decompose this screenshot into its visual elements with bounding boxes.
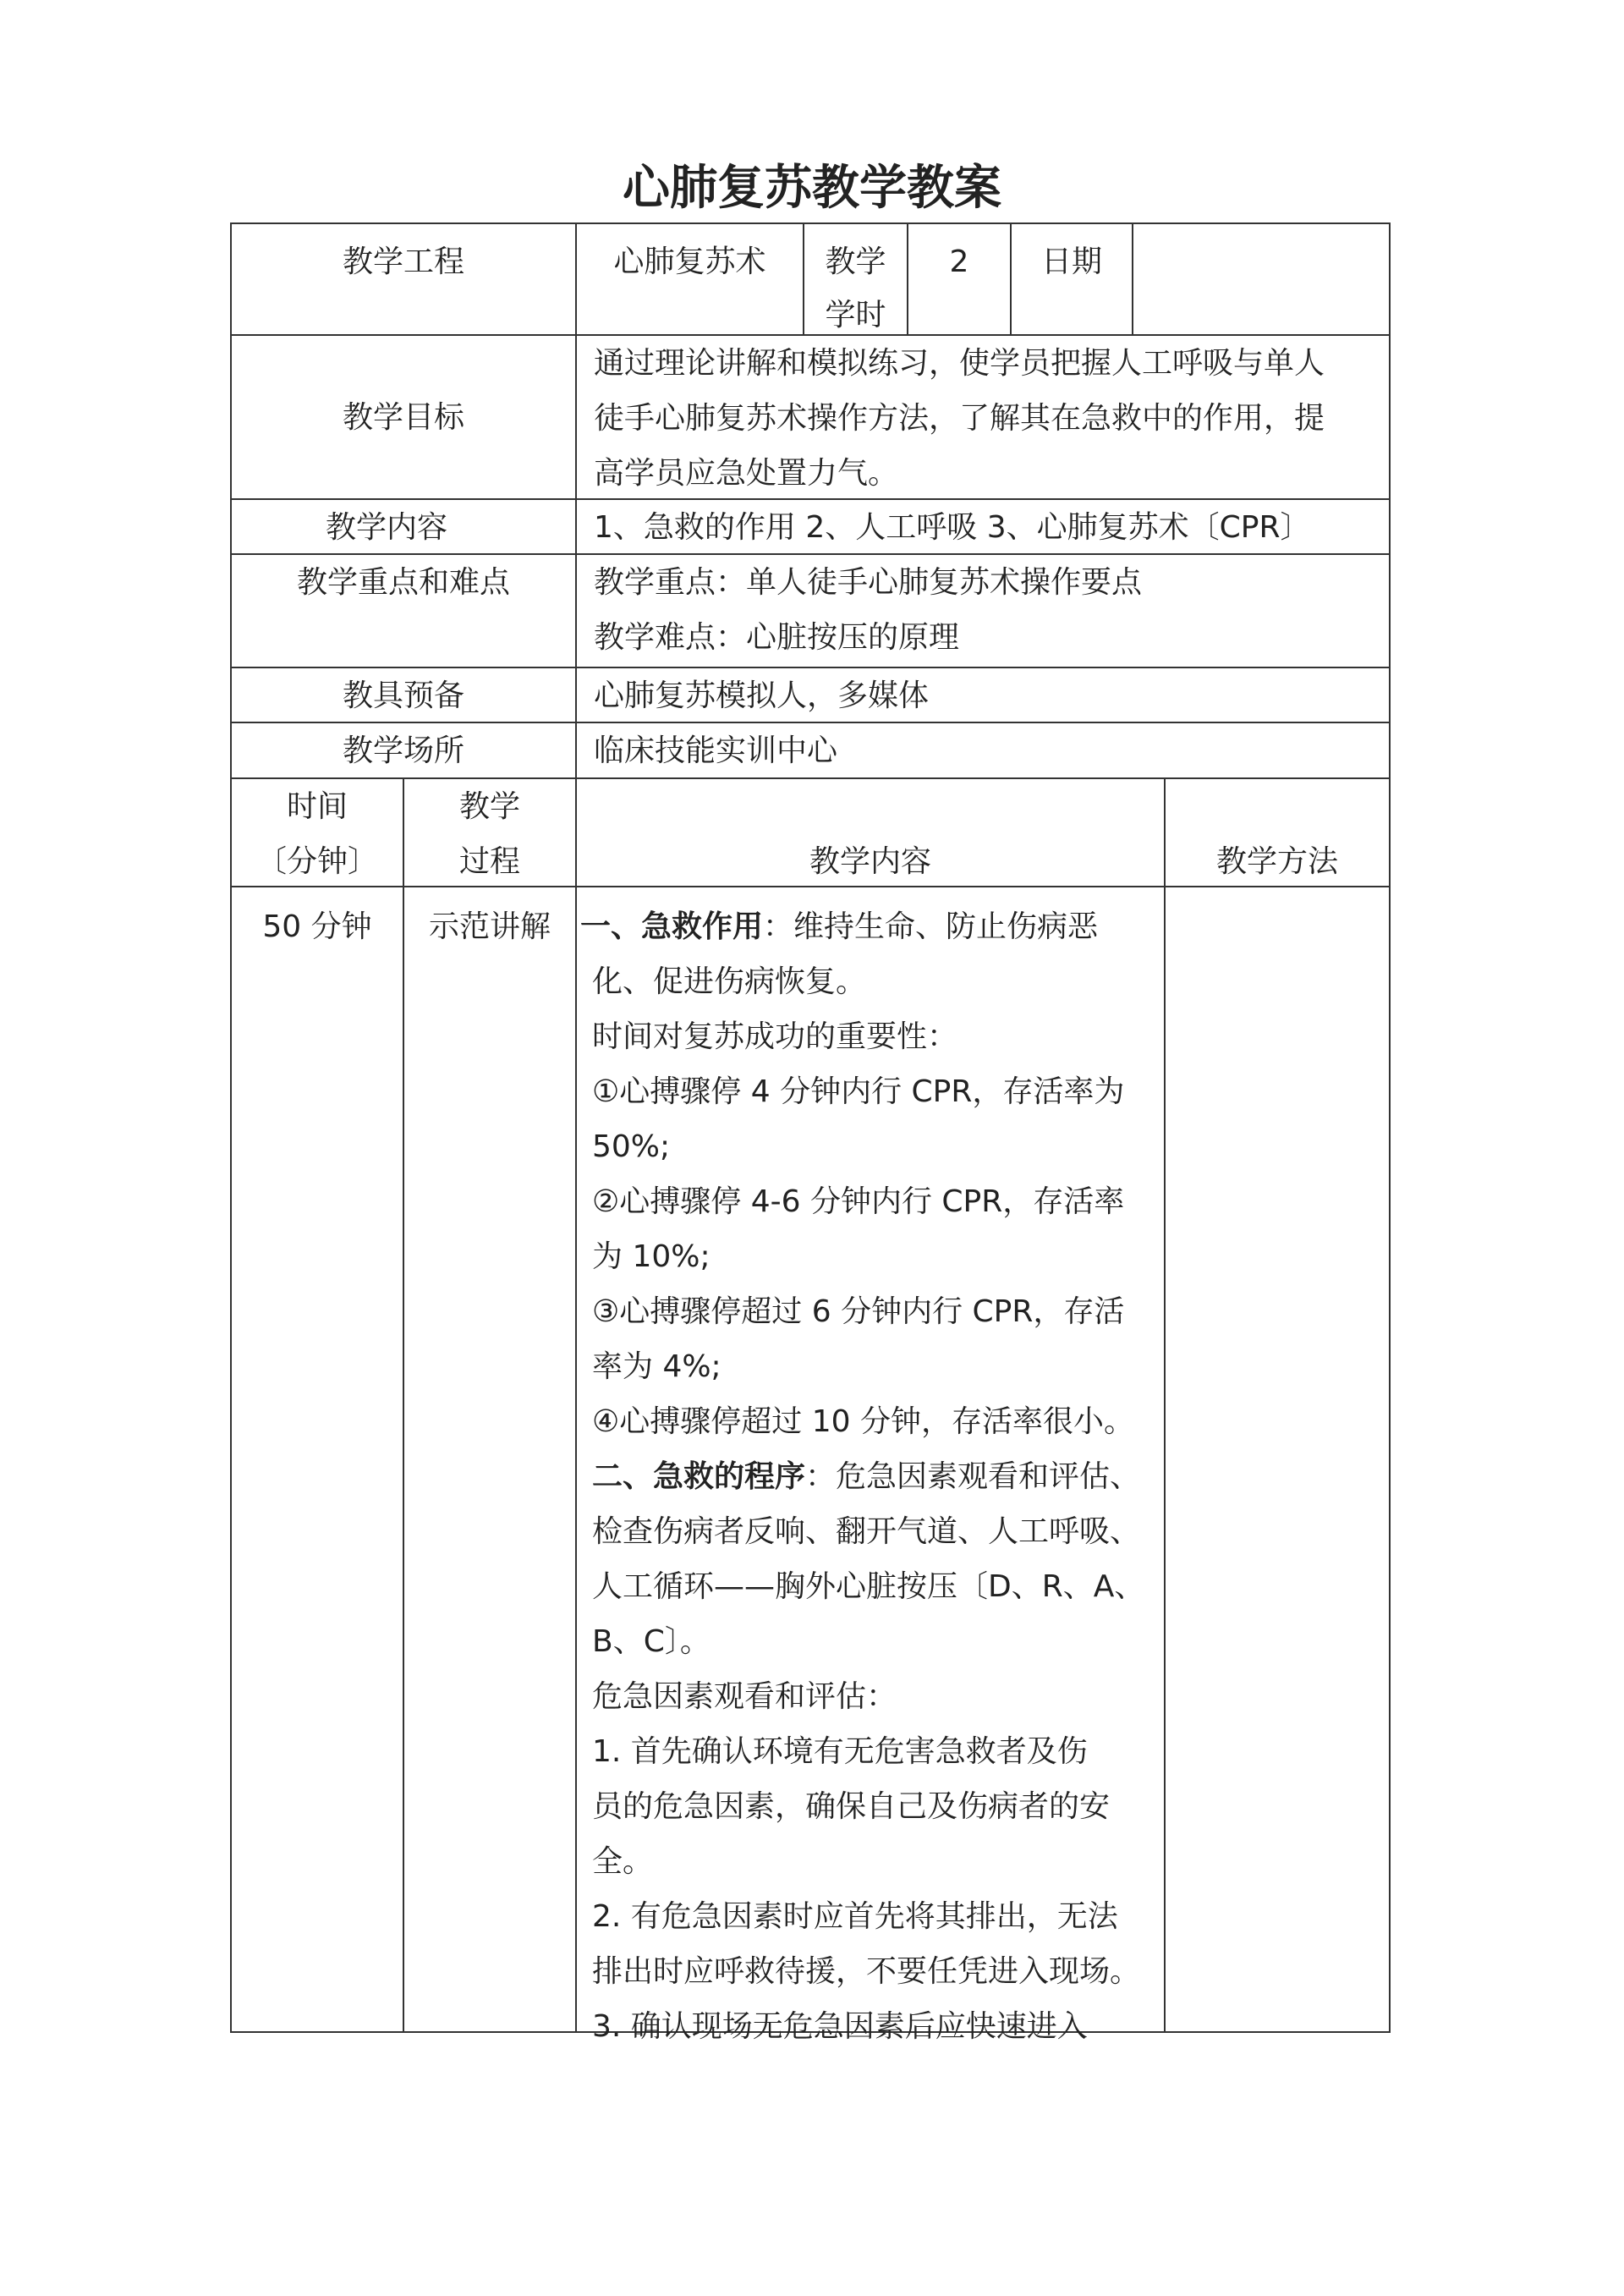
process-cell [403, 886, 577, 2033]
goal-line: 徒手心肺复苏术操作方法，了解其在急救中的作用，提 [594, 401, 1325, 436]
content-text: ②心搏骤停 4-6 分钟内行 CPR，存活率 [592, 1184, 1125, 1219]
project-value: 心肺复苏术 [613, 244, 766, 279]
content-line [592, 1779, 1164, 1834]
content-line [592, 1724, 1164, 1779]
page-title: 心肺复苏教学教案 [623, 160, 1001, 216]
content-line [592, 954, 1164, 1009]
process-header-line2: 过程 [458, 844, 520, 879]
content-text: 排出时应呼救待援，不要任凭进入现场。 [592, 1954, 1141, 1989]
content-line [592, 1009, 1164, 1064]
content-text: ：危急因素观看和评估、 [805, 1459, 1141, 1494]
content-line [592, 1669, 1164, 1724]
content-text: 化、促进伤病恢复。 [592, 964, 867, 999]
hours-value-cell [907, 222, 1012, 336]
content-line [580, 899, 1164, 954]
method-header [1164, 777, 1391, 887]
equipment-value-cell [575, 667, 1391, 723]
content-text: 检查伤病者反响、翻开气道、人工呼吸、 [592, 1514, 1141, 1549]
equipment-label-cell [230, 667, 577, 723]
content-text: 为 10%; [592, 1239, 710, 1274]
key-point: 教学重点：单人徒手心肺复苏术操作要点 [594, 565, 1143, 600]
hours-label-2: 学时 [825, 298, 886, 332]
content-line [592, 1119, 1164, 1174]
content-heading: 一、急救作用 [580, 909, 764, 944]
content-text: ：维持生命、防止伤病恶 [763, 909, 1099, 944]
content-text: 危急因素观看和评估： [592, 1679, 897, 1714]
goal-label: 教学目标 [342, 400, 464, 435]
content-line [592, 1559, 1164, 1614]
content-text: 全。 [592, 1844, 654, 1879]
content-line [592, 1999, 1164, 2054]
content-text: 人工循环——胸外心脏按压〔D、R、A、 [592, 1569, 1145, 1604]
content-text: 员的危急因素，确保自己及伤病者的安 [592, 1789, 1111, 1824]
content-text: ④心搏骤停超过 10 分钟，存活率很小。 [592, 1404, 1134, 1439]
content-line [592, 1889, 1164, 1944]
project-label: 教学工程 [342, 244, 464, 279]
process-value: 示范讲解 [428, 909, 551, 944]
content-line [592, 1174, 1164, 1229]
content-text: B、C〕。 [592, 1624, 710, 1659]
time-cell [230, 886, 404, 2033]
key-points-label-cell [230, 553, 577, 668]
content-line [592, 1229, 1164, 1284]
method-header-label: 教学方法 [1215, 844, 1338, 879]
content-text: 率为 4%; [592, 1349, 721, 1384]
time-header [230, 777, 404, 887]
content-value: 1、急救的作用 2、人工呼吸 3、心肺复苏术〔CPR〕 [594, 510, 1311, 545]
content-line [592, 1834, 1164, 1889]
date-label-cell [1010, 222, 1133, 336]
content-header-label: 教学内容 [809, 844, 931, 879]
content-line [592, 1944, 1164, 1999]
goal-line: 高学员应急处置力气。 [594, 456, 899, 491]
method-cell [1164, 886, 1391, 2033]
content-line [592, 1614, 1164, 1669]
hours-label-1: 教学 [825, 244, 886, 279]
venue-label: 教学场所 [342, 733, 464, 768]
content-text: ③心搏骤停超过 6 分钟内行 CPR，存活 [592, 1294, 1125, 1329]
difficulty: 教学难点：心脏按压的原理 [594, 620, 960, 655]
goal-value-cell [575, 334, 1391, 500]
content-line [592, 1339, 1164, 1394]
project-label-cell [230, 222, 577, 336]
content-line [592, 1504, 1164, 1559]
venue-label-cell [230, 722, 577, 779]
key-points-label: 教学重点和难点 [296, 565, 510, 600]
content-label-cell [230, 498, 577, 555]
venue-value-cell [575, 722, 1391, 779]
content-text: 1. 首先确认环境有无危害急救者及伤 [592, 1734, 1088, 1769]
content-cell [575, 886, 1166, 2044]
goal-label-cell [230, 334, 577, 500]
project-value-cell [575, 222, 804, 336]
content-label: 教学内容 [325, 510, 447, 545]
content-line [592, 1064, 1164, 1119]
date-label: 日期 [1040, 244, 1102, 279]
venue-value: 临床技能实训中心 [594, 733, 838, 768]
process-header [403, 777, 577, 887]
time-header-line2: 〔分钟〕 [255, 844, 378, 879]
content-text: 2. 有危急因素时应首先将其排出，无法 [592, 1899, 1118, 1934]
content-text: 时间对复苏成功的重要性： [592, 1019, 958, 1054]
hours-value: 2 [949, 244, 969, 279]
content-text: ①心搏骤停 4 分钟内行 CPR，存活率为 [592, 1074, 1125, 1109]
time-value: 50 分钟 [262, 909, 372, 944]
content-header [575, 777, 1166, 887]
goal-line: 通过理论讲解和模拟练习，使学员把握人工呼吸与单人 [594, 346, 1325, 381]
hours-label-cell [803, 222, 908, 336]
content-text: 3. 确认现场无危急因素后应快速进入 [592, 2009, 1088, 2044]
content-text: 50%; [592, 1129, 671, 1164]
content-heading: 二、急救的程序 [592, 1459, 806, 1494]
equipment-label: 教具预备 [342, 678, 464, 713]
date-value-cell[interactable] [1132, 222, 1391, 336]
process-header-line1: 教学 [458, 789, 520, 824]
content-line [592, 1394, 1164, 1449]
key-points-value-cell [575, 553, 1391, 668]
content-line [592, 1449, 1164, 1504]
content-value-cell [575, 498, 1391, 555]
time-header-line1: 时间 [286, 789, 348, 824]
content-line [592, 1284, 1164, 1339]
equipment-value: 心肺复苏模拟人，多媒体 [594, 678, 930, 713]
